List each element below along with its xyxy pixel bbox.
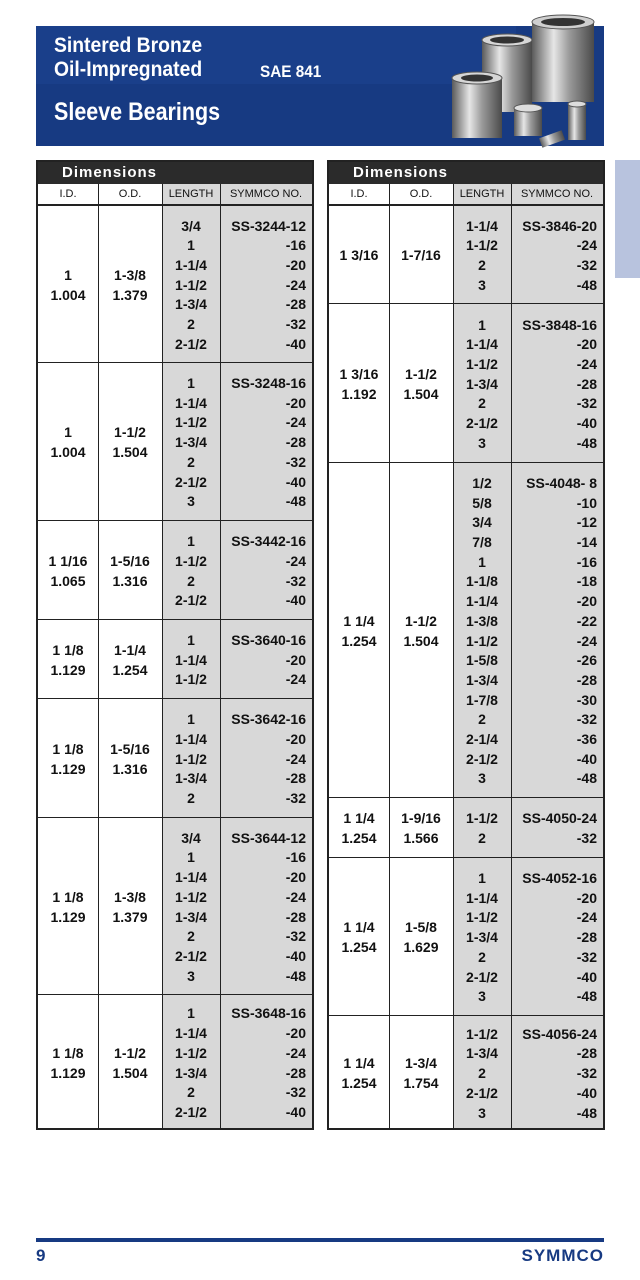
symmco-number: -24 (576, 909, 597, 926)
length-value: 1 (478, 316, 486, 333)
page-title: Sleeve Bearings (54, 98, 221, 126)
length-value: 1-3/4 (175, 1064, 207, 1081)
symmco-number: SS-3640-16 (231, 631, 306, 648)
symmco-number: -40 (576, 968, 597, 985)
length-value: 2 (478, 948, 486, 965)
symmco-number: -28 (576, 671, 597, 688)
length-value: 2 (187, 790, 195, 807)
outer-diameter: 1-1/2 (405, 365, 437, 382)
length-value: 3/4 (181, 217, 201, 234)
length-value: 2-1/2 (175, 592, 207, 609)
length-value: 1 (187, 533, 195, 550)
symmco-number: -20 (285, 1025, 306, 1042)
symmco-number: -32 (285, 1084, 306, 1101)
table-row (329, 798, 603, 858)
column-headers (38, 184, 312, 206)
divider (220, 184, 221, 1128)
symmco-number: -20 (285, 730, 306, 747)
table-body (329, 206, 603, 1128)
symmco-number: -48 (576, 276, 597, 293)
outer-diameter: 1.629 (403, 939, 439, 955)
symmco-number: -28 (285, 296, 306, 313)
length-value: 1-1/4 (175, 869, 207, 886)
inner-diameter: 1 3/16 (339, 365, 379, 382)
inner-diameter: 1 1/16 (48, 552, 88, 569)
length-value: 1-1/2 (175, 1044, 207, 1061)
inner-diameter: 1.254 (341, 632, 377, 649)
symmco-number: SS-3644-12 (231, 829, 306, 846)
symmco-number: -28 (285, 1064, 306, 1081)
symmco-number: -16 (285, 849, 306, 866)
length-value: 3 (478, 1104, 486, 1121)
length-value: 3 (187, 493, 195, 510)
symmco-number: SS-3642-16 (231, 711, 306, 728)
length-value: 2-1/2 (466, 1084, 498, 1101)
table-row (38, 521, 312, 620)
outer-diameter: 1.254 (112, 661, 148, 678)
outer-diameter: 1-9/16 (401, 810, 441, 826)
symmco-number: -36 (576, 731, 597, 747)
col-id: I.D. (350, 188, 368, 200)
symmco-number: -24 (285, 414, 306, 431)
symmco-number: -32 (576, 830, 597, 846)
col-symmco: SYMMCO NO. (511, 184, 603, 204)
outer-diameter: 1.754 (403, 1075, 439, 1091)
length-value: 2 (187, 928, 195, 945)
outer-diameter: 1-7/16 (401, 247, 441, 263)
length-value: 1 (187, 237, 195, 254)
outer-diameter: 1-5/8 (405, 919, 437, 935)
length-value: 1 (478, 553, 486, 570)
symmco-number: -24 (576, 237, 597, 254)
table-row (329, 206, 603, 304)
symmco-number: -40 (285, 592, 306, 609)
symmco-number: -40 (285, 335, 306, 352)
symmco-number: -20 (576, 889, 597, 906)
length-value: 1-3/4 (466, 1045, 498, 1062)
symmco-number: SS-3248-16 (231, 375, 306, 392)
symmco-number: -20 (285, 651, 306, 668)
symmco-number: -32 (285, 790, 306, 807)
length-value: 2 (478, 395, 486, 412)
table-row (329, 1016, 603, 1130)
symmco-number: -40 (285, 947, 306, 964)
symmco-number: -20 (285, 256, 306, 273)
table-row (38, 206, 312, 363)
outer-diameter: 1-1/2 (114, 424, 146, 440)
table-row (329, 463, 603, 798)
brand-name: SYMMCO (521, 1246, 604, 1265)
length-value: 1-1/4 (175, 1025, 207, 1042)
length-value: 2-1/2 (466, 415, 498, 432)
symmco-number: -20 (285, 394, 306, 411)
symmco-number: SS-3648-16 (231, 1005, 306, 1022)
length-value: 3 (478, 770, 486, 787)
symmco-number: -48 (576, 770, 597, 787)
length-value: 1-7/8 (466, 691, 498, 708)
outer-diameter: 1-3/8 (114, 266, 146, 283)
section-side-tab (615, 160, 640, 278)
length-value: 2 (478, 257, 486, 273)
inner-diameter: 1 3/16 (339, 247, 379, 263)
length-value: 1-3/4 (466, 375, 498, 392)
symmco-number: SS-3442-16 (231, 533, 306, 550)
symmco-number: -48 (576, 434, 597, 451)
outer-diameter: 1.504 (112, 444, 148, 460)
symmco-number: SS-3848-16 (522, 316, 597, 333)
symmco-number: -20 (576, 336, 597, 353)
length-value: 1-1/4 (466, 217, 498, 234)
symmco-number: -24 (285, 552, 306, 569)
outer-diameter: 1-5/16 (110, 740, 150, 757)
outer-diameter: 1.504 (112, 1064, 148, 1081)
inner-diameter: 1 1/4 (343, 810, 375, 826)
col-id: I.D. (59, 188, 77, 200)
length-value: 1 (187, 631, 195, 648)
length-value: 2 (187, 1084, 195, 1101)
outer-diameter: 1.504 (403, 385, 439, 402)
symmco-number: -10 (576, 494, 597, 511)
col-od: O.D. (409, 188, 433, 200)
inner-diameter: 1 1/8 (52, 1044, 84, 1061)
outer-diameter: 1.379 (112, 908, 148, 925)
dimensions-table-right (327, 160, 605, 1130)
symmco-number: -24 (576, 355, 597, 372)
inner-diameter: 1 1/4 (343, 612, 375, 629)
length-value: 3 (187, 967, 195, 984)
table-row (329, 304, 603, 463)
footer-rule (36, 1238, 604, 1242)
symmco-number: -28 (285, 908, 306, 925)
outer-diameter: 1.316 (112, 760, 148, 777)
outer-diameter: 1-1/2 (114, 1044, 146, 1061)
divider (511, 184, 512, 1128)
symmco-number: -32 (285, 928, 306, 945)
symmco-number: -40 (285, 1103, 306, 1120)
length-value: 1-3/4 (175, 908, 207, 925)
length-value: 1-1/2 (175, 750, 207, 767)
inner-diameter: 1.192 (341, 385, 377, 402)
symmco-number: -16 (576, 553, 597, 570)
length-value: 1 (187, 1005, 195, 1022)
length-value: 1-1/2 (466, 632, 498, 649)
length-value: 1-1/2 (466, 237, 498, 254)
length-value: 2 (478, 711, 486, 728)
length-value: 1-1/2 (466, 909, 498, 926)
length-value: 3 (478, 988, 486, 1005)
length-value: 1-1/2 (466, 810, 498, 827)
dimensions-table-left (36, 160, 314, 1130)
symmco-number: -40 (576, 1084, 597, 1101)
inner-diameter: 1.129 (50, 760, 86, 777)
table-title: Dimensions (38, 162, 312, 184)
outer-diameter: 1-5/16 (110, 552, 150, 569)
symmco-number: -20 (285, 869, 306, 886)
symmco-number: -24 (285, 888, 306, 905)
symmco-number: SS-4052-16 (522, 870, 597, 887)
length-value: 1 (187, 375, 195, 392)
length-value: 2-1/2 (466, 750, 498, 767)
length-value: 1-1/4 (175, 651, 207, 668)
length-value: 1-3/4 (175, 434, 207, 451)
inner-diameter: 1 1/8 (52, 641, 84, 658)
symmco-number: -24 (576, 632, 597, 649)
length-value: 3 (478, 276, 486, 293)
symmco-number: -32 (576, 395, 597, 412)
symmco-number: -48 (285, 967, 306, 984)
inner-diameter: 1.129 (50, 1064, 86, 1081)
symmco-number: -26 (576, 652, 597, 669)
symmco-number: SS-4050-24 (522, 810, 597, 827)
length-value: 1-1/2 (175, 671, 207, 688)
symmco-number: -32 (285, 453, 306, 470)
length-value: 1-1/4 (175, 256, 207, 273)
length-value: 5/8 (472, 494, 492, 511)
inner-diameter: 1.004 (50, 286, 86, 303)
length-value: 1-1/2 (175, 552, 207, 569)
length-value: 2-1/2 (466, 968, 498, 985)
symmco-number: -30 (576, 691, 597, 708)
outer-diameter: 1-1/4 (114, 641, 146, 658)
symmco-number: -40 (576, 415, 597, 432)
symmco-number: SS-4056-24 (522, 1025, 597, 1042)
length-value: 2 (187, 453, 195, 470)
column-headers (329, 184, 603, 206)
length-value: 3 (478, 434, 486, 451)
length-value: 2 (187, 572, 195, 589)
symmco-number: -32 (576, 257, 597, 273)
table-row (38, 699, 312, 818)
symmco-number: -22 (576, 612, 597, 629)
symmco-number: -28 (576, 929, 597, 946)
col-od: O.D. (118, 188, 142, 200)
symmco-number: -40 (285, 473, 306, 490)
symmco-number: -32 (576, 948, 597, 965)
outer-diameter: 1-3/4 (405, 1055, 437, 1071)
symmco-number: -32 (576, 1065, 597, 1082)
length-value: 7/8 (472, 534, 492, 550)
symmco-number: SS-4048- 8 (526, 474, 597, 491)
outer-diameter: 1.379 (112, 286, 148, 303)
inner-diameter: 1.129 (50, 908, 86, 925)
symmco-number: -48 (576, 988, 597, 1005)
length-value: 3/4 (472, 514, 492, 531)
length-value: 1-3/4 (175, 770, 207, 787)
inner-diameter: 1 (64, 266, 72, 283)
inner-diameter: 1.004 (50, 444, 86, 460)
bearings-photo (406, 14, 606, 160)
col-length: LENGTH (453, 184, 511, 204)
title-line-2: Oil-Impregnated (54, 58, 203, 81)
length-value: 1-1/2 (175, 414, 207, 431)
length-value: 1-1/2 (466, 355, 498, 372)
divider (98, 184, 99, 1128)
divider (389, 184, 390, 1128)
length-value: 1-3/4 (466, 671, 498, 688)
symmco-number: SS-3244-12 (231, 217, 306, 234)
symmco-number: -24 (285, 1044, 306, 1061)
title-line-1: Sintered Bronze (54, 34, 203, 57)
symmco-number: -32 (576, 711, 597, 728)
outer-diameter: 1-1/2 (405, 612, 437, 629)
length-value: 2 (478, 1065, 486, 1082)
length-value: 1-1/4 (466, 889, 498, 906)
symmco-number: -28 (285, 770, 306, 787)
symmco-number: -20 (576, 593, 597, 610)
outer-diameter: 1.504 (403, 632, 439, 649)
length-value: 1-5/8 (466, 652, 498, 669)
inner-diameter: 1 (64, 424, 72, 440)
length-value: 2-1/2 (175, 947, 207, 964)
length-value: 1-1/2 (175, 276, 207, 293)
length-value: 1-3/4 (175, 296, 207, 313)
length-value: 1-1/2 (466, 1025, 498, 1042)
inner-diameter: 1.254 (341, 1075, 377, 1091)
length-value: 1-3/4 (466, 929, 498, 946)
table-title: Dimensions (329, 162, 603, 184)
length-value: 1-1/4 (466, 593, 498, 610)
inner-diameter: 1 1/8 (52, 888, 84, 905)
inner-diameter: 1.254 (341, 939, 377, 955)
symmco-number: -16 (285, 237, 306, 254)
length-value: 2-1/4 (466, 731, 498, 747)
inner-diameter: 1.065 (50, 572, 86, 589)
symmco-number: -28 (576, 375, 597, 392)
page-number: 9 (36, 1246, 46, 1265)
inner-diameter: 1.254 (341, 830, 377, 846)
inner-diameter: 1 1/4 (343, 919, 375, 935)
symmco-number: -24 (285, 750, 306, 767)
length-value: 1-1/8 (466, 573, 498, 590)
inner-diameter: 1.129 (50, 661, 86, 678)
symmco-number: -12 (576, 514, 597, 531)
symmco-number: -24 (285, 276, 306, 293)
symmco-number: -32 (285, 316, 306, 333)
symmco-number: -40 (576, 750, 597, 767)
table-row (38, 363, 312, 521)
length-value: 1-3/8 (466, 612, 498, 629)
length-value: 2-1/2 (175, 1103, 207, 1120)
length-value: 1 (187, 849, 195, 866)
table-row (38, 818, 312, 995)
col-symmco: SYMMCO NO. (220, 184, 312, 204)
table-body (38, 206, 312, 1128)
length-value: 2-1/2 (175, 473, 207, 490)
symmco-number: -14 (576, 534, 597, 550)
length-value: 3/4 (181, 829, 201, 846)
inner-diameter: 1 1/8 (52, 740, 84, 757)
inner-diameter: 1 1/4 (343, 1055, 375, 1071)
length-value: 1-1/4 (466, 336, 498, 353)
sae-spec: SAE 841 (260, 62, 322, 81)
outer-diameter: 1.316 (112, 572, 148, 589)
length-value: 2 (478, 830, 486, 846)
symmco-number: -48 (576, 1104, 597, 1121)
outer-diameter: 1.566 (403, 830, 439, 846)
col-length: LENGTH (162, 184, 220, 204)
symmco-number: SS-3846-20 (522, 217, 597, 234)
table-row (38, 995, 312, 1130)
length-value: 1-1/2 (175, 888, 207, 905)
table-row (38, 620, 312, 699)
length-value: 2-1/2 (175, 335, 207, 352)
length-value: 1-1/4 (175, 394, 207, 411)
divider (162, 184, 163, 1128)
length-value: 1-1/4 (175, 730, 207, 747)
symmco-number: -28 (576, 1045, 597, 1062)
outer-diameter: 1-3/8 (114, 888, 146, 905)
symmco-number: -18 (576, 573, 597, 590)
symmco-number: -28 (285, 434, 306, 451)
length-value: 2 (187, 316, 195, 333)
length-value: 1 (478, 870, 486, 887)
symmco-number: -32 (285, 572, 306, 589)
divider (453, 184, 454, 1128)
symmco-number: -24 (285, 671, 306, 688)
length-value: 1/2 (472, 474, 492, 491)
table-row (329, 858, 603, 1016)
length-value: 1 (187, 711, 195, 728)
symmco-number: -48 (285, 493, 306, 510)
